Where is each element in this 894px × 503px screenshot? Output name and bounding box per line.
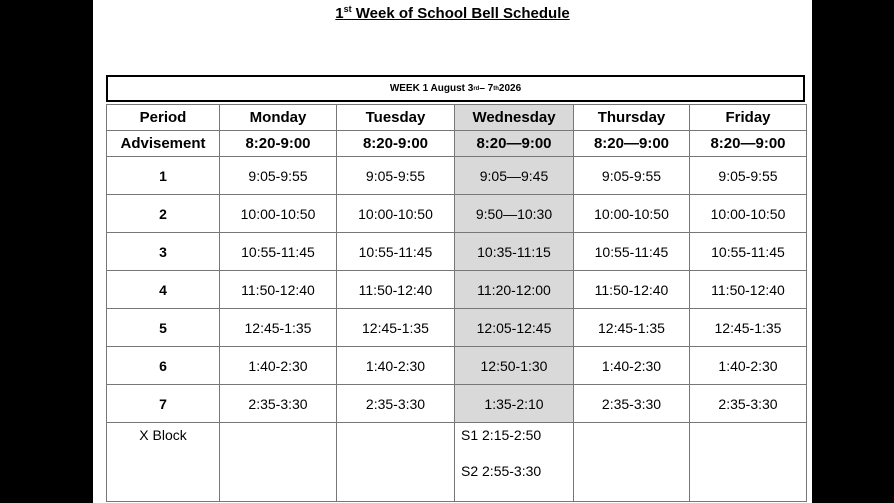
row-label bbox=[107, 423, 220, 502]
time-cell: 2:35-3:30 bbox=[337, 385, 455, 423]
row-label: 4 bbox=[107, 271, 220, 309]
row-label: 1 bbox=[107, 157, 220, 195]
time-cell: 10:00-10:50 bbox=[337, 195, 455, 233]
document-title: 1st Week of School Bell Schedule bbox=[335, 4, 570, 22]
empty-cell bbox=[220, 423, 337, 502]
row-label: 3 bbox=[107, 233, 220, 271]
time-cell: 12:45-1:35 bbox=[337, 309, 455, 347]
xblock-sessions bbox=[455, 423, 574, 502]
time-cell: 10:55-11:45 bbox=[690, 233, 807, 271]
time-cell: 11:50-12:40 bbox=[574, 271, 690, 309]
period-row bbox=[107, 233, 807, 271]
header-friday: Friday bbox=[690, 105, 807, 131]
time-cell: 11:50-12:40 bbox=[337, 271, 455, 309]
period-row bbox=[107, 309, 807, 347]
row-label: Advisement bbox=[107, 131, 220, 157]
empty-cell bbox=[690, 423, 807, 502]
time-cell: 1:40-2:30 bbox=[690, 347, 807, 385]
row-label: 7 bbox=[107, 385, 220, 423]
time-cell: 1:40-2:30 bbox=[220, 347, 337, 385]
header-wednesday: Wednesday bbox=[455, 105, 574, 131]
xblock-row bbox=[107, 423, 807, 502]
row-label: 5 bbox=[107, 309, 220, 347]
document-page bbox=[93, 0, 812, 503]
header-tuesday: Tuesday bbox=[337, 105, 455, 131]
xblock-session-1: S1 2:15-2:50 bbox=[461, 427, 542, 443]
row-label: 6 bbox=[107, 347, 220, 385]
time-cell: 12:50-1:30 bbox=[455, 347, 574, 385]
time-cell: 1:40-2:30 bbox=[574, 347, 690, 385]
period-row bbox=[107, 385, 807, 423]
time-cell: 1:35-2:10 bbox=[455, 385, 574, 423]
time-cell: 9:05—9:45 bbox=[455, 157, 574, 195]
time-cell: 11:50-12:40 bbox=[220, 271, 337, 309]
time-cell: 9:05-9:55 bbox=[690, 157, 807, 195]
time-cell: 10:00-10:50 bbox=[220, 195, 337, 233]
time-cell: 2:35-3:30 bbox=[574, 385, 690, 423]
bell-schedule-table bbox=[106, 104, 807, 502]
xblock-label: X Block bbox=[139, 427, 187, 443]
time-cell: 8:20-9:00 bbox=[337, 131, 455, 157]
period-row bbox=[107, 347, 807, 385]
period-row bbox=[107, 271, 807, 309]
time-cell: 8:20—9:00 bbox=[455, 131, 574, 157]
time-cell: 10:55-11:45 bbox=[220, 233, 337, 271]
time-cell: 10:00-10:50 bbox=[690, 195, 807, 233]
time-cell: 12:05-12:45 bbox=[455, 309, 574, 347]
header-period: Period bbox=[107, 105, 220, 131]
time-cell: 10:35-11:15 bbox=[455, 233, 574, 271]
week-banner: WEEK 1 August 3 rd – 7 th 2026 bbox=[106, 75, 805, 102]
header-row bbox=[107, 105, 807, 131]
time-cell: 9:05-9:55 bbox=[337, 157, 455, 195]
time-cell: 9:50—10:30 bbox=[455, 195, 574, 233]
time-cell: 10:00-10:50 bbox=[574, 195, 690, 233]
xblock-session-2: S2 2:55-3:30 bbox=[461, 463, 542, 479]
time-cell: 2:35-3:30 bbox=[690, 385, 807, 423]
period-row bbox=[107, 195, 807, 233]
time-cell: 10:55-11:45 bbox=[574, 233, 690, 271]
time-cell: 12:45-1:35 bbox=[690, 309, 807, 347]
empty-cell bbox=[574, 423, 690, 502]
time-cell: 8:20—9:00 bbox=[574, 131, 690, 157]
row-label: 2 bbox=[107, 195, 220, 233]
time-cell: 1:40-2:30 bbox=[337, 347, 455, 385]
time-cell: 11:50-12:40 bbox=[690, 271, 807, 309]
time-cell: 8:20—9:00 bbox=[690, 131, 807, 157]
time-cell: 9:05-9:55 bbox=[220, 157, 337, 195]
header-thursday: Thursday bbox=[574, 105, 690, 131]
time-cell: 12:45-1:35 bbox=[574, 309, 690, 347]
header-monday: Monday bbox=[220, 105, 337, 131]
time-cell: 11:20-12:00 bbox=[455, 271, 574, 309]
time-cell: 8:20-9:00 bbox=[220, 131, 337, 157]
advisement-row bbox=[107, 131, 807, 157]
empty-cell bbox=[337, 423, 455, 502]
time-cell: 2:35-3:30 bbox=[220, 385, 337, 423]
time-cell: 9:05-9:55 bbox=[574, 157, 690, 195]
time-cell: 10:55-11:45 bbox=[337, 233, 455, 271]
time-cell: 12:45-1:35 bbox=[220, 309, 337, 347]
period-row bbox=[107, 157, 807, 195]
